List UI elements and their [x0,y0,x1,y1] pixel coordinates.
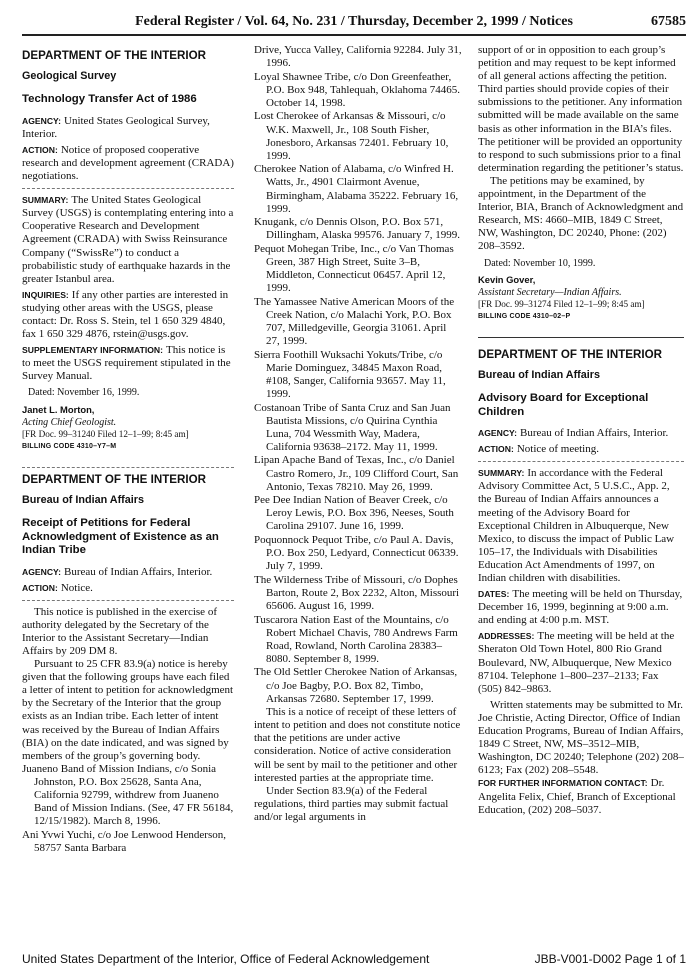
field-label: SUPPLEMENTARY INFORMATION: [22,345,163,356]
column-3 [478,44,684,924]
petitioner-entry: Pee Dee Indian Nation of Beaver Creek, c/o Leroy Lewis, P.O. Box 396, Neeses, South Carolina 29107. June 16, 1999. [254,494,454,533]
page-number: 67585 [651,14,686,29]
field-label: AGENCY: [22,566,61,577]
dates-field [478,588,684,627]
field-text: Notice. [60,581,93,594]
notice-subject: Advisory Board for Exceptional Children [478,392,649,418]
department-heading: DEPARTMENT OF THE INTERIOR [22,49,206,62]
agency-heading: Bureau of Indian Affairs [478,368,600,381]
petitioner-entry: The Old Settler Cherokee Nation of Arkansas, c/o Joe Bagby, P.O. Box 82, Timbo, Arkansas 72680. September 17, 1999. [254,666,458,705]
dated-line: Dated: November 16, 1999. [28,387,140,399]
billing-code: BILLING CODE 4310–02–P [478,312,571,320]
billing-code: BILLING CODE 4310–Y7–M [22,442,117,450]
field-label: AGENCY: [478,428,517,439]
field-label: AGENCY: [22,115,61,126]
action-field [22,144,234,183]
notice-subject: Receipt of Petitions for Federal Acknowledgment of Existence as an Indian Tribe [22,517,219,557]
divider [22,188,234,189]
running-head [22,12,686,36]
agency-field [22,566,234,579]
field-text: Bureau of Indian Affairs, Interior. [520,427,669,440]
supplementary-field [22,344,234,383]
field-text: United States Geological Survey, Interior. [22,114,210,140]
action-field [478,443,684,456]
divider [22,467,234,468]
footer-page-id: JBB-V001-D002 Page 1 of 1 [534,952,686,966]
footer-source: United States Department of the Interior, Office of Federal Acknowledgement [22,952,430,966]
divider [478,461,684,462]
field-label: SUMMARY: [478,468,525,479]
petitioner-entry: Ani Yvwi Yuchi, c/o Joe Lenwood Henderson, 58757 Santa Barbara [22,828,226,854]
field-text: In accordance with the Federal Advisory Committee Act, 5 U.S.C., App. 2, the Bureau of Indian Affairs announces a meeting of the Advisory Board for Exceptional Children in Albuquerque, New Mexico, to discuss the impact of Public Law 105–17, the Individuals with Disabilities Education Act Amendments of 1997, on Indian children with disabilities. [478,467,675,584]
field-label: INQUIRIES: [22,289,69,300]
signer-name: Kevin Gover, [478,273,536,285]
inquiries-field [22,289,234,341]
body-paragraph: This notice is published in the exercise of authority delegated by the Secretary of the Interior to the Assistant Secretary—Indian Affairs by 209 DM 8. [22,605,217,657]
petitioner-entry: Knugank, c/o Dennis Olson, P.O. Box 571, Dillingham, Alaska 99576. January 7, 1999. [254,216,461,242]
action-field [22,582,234,595]
signer-title: Acting Chief Geologist. [22,416,117,428]
agency-field [478,427,684,440]
field-text: The meeting will be held on Thursday, December 16, 1999, beginning at 9:00 a.m. and ending at 4:00 p.m. MST. [478,588,683,627]
department-heading: DEPARTMENT OF THE INTERIOR [478,347,662,361]
agency-heading: Geological Survey [22,70,117,83]
contact-field [478,777,684,816]
petitioner-entry: Cherokee Nation of Alabama, c/o Winfred H. Watts, Jr., 4901 Clairmont Avenue, Birmingham, Alabama 35222. February 16, 1999. [254,163,459,215]
petitioner-entry: Lipan Apache Band of Texas, Inc., c/o Daniel Castro Romero, Jr., 109 Clifford Court, San Antonio, Texas 78210. May 26, 1999. [254,454,459,493]
field-text: Bureau of Indian Affairs, Interior. [64,565,213,578]
field-label: ACTION: [22,144,58,155]
petitioner-entry: Costanoan Tribe of Santa Cruz and San Juan Bautista Missions, c/o Quirina Cynthia Luna, 704 Wessmith Way, Madera, California 93638–2172. May 11, 1999. [254,401,451,453]
body-paragraph: Pursuant to 25 CFR 83.9(a) notice is hereby given that the following groups have each filed a letter of intent to petition for acknowledgment by the Secretary of the Interior that the group exists as an Indian tribe. Each letter of intent was received by the Bureau of Indian Affairs (BIA) on the date indicated, and was signed by members of the group’s governing body. [22,658,234,762]
petitioner-entry: Lost Cherokee of Arkansas & Missouri, c/o W.K. Maxwell, Jr., 108 South Fisher, Jonesboro, Arkansas 72401. February 10, 1999. [254,110,449,162]
agency-heading: Bureau of Indian Affairs [22,493,144,506]
department-heading: DEPARTMENT OF THE INTERIOR [22,472,206,486]
body-paragraph: support of or in opposition to each group’s petition and may request to be kept informed of all general actions affecting the petition. Third parties should provide copies of their submissions to the petitioner. Any information submitted will be made available on the same basis as other information in the BIA’s files. The petitioner will be provided an opportunity to respond to such submissions prior to a final determination regarding the petitioner’s status. [478,44,684,174]
petitioner-entry: Poquonnock Pequot Tribe, c/o Paul A. Davis, P.O. Box 250, Ledyard, Connecticut 06339. July 7, 1999. [254,533,459,573]
field-text: Dr. Angelita Felix, Chief, Branch of Exceptional Education, (202) 208–5037. [478,777,676,816]
running-head-title: Federal Register / Vol. 64, No. 231 / Thursday, December 2, 1999 / Notices [135,14,573,29]
field-text: The United States Geological Survey (USGS) is contemplating entering into a Cooperative Research and Development Agreement (CRADA) with Swiss Reinsurance Company (“SwissRe”) to conduct a probabilistic study of earthquake hazards in the greater Istanbul area. [22,194,234,285]
page-footer [22,950,686,970]
petitioner-entry: Tuscarora Nation East of the Mountains, c/o Robert Michael Chavis, 780 Andrews Farm Road, Rowland, North Carolina 28383–8080. September 8, 1999. [254,613,458,665]
field-label: ACTION: [22,582,58,593]
section-separator [478,337,684,338]
petitioner-entry: Sierra Foothill Wuksachi Yokuts/Tribe, c/o Marie Dominguez, 34845 Maxon Road, #108, Sanger, California 93657. May 11, 1999. [254,348,446,400]
petitioner-entry: Loyal Shawnee Tribe, c/o Don Greenfeather, P.O. Box 948, Tahlequah, Oklahoma 74465. October 14, 1998. [254,70,460,109]
notice-subject: Technology Transfer Act of 1986 [22,93,197,106]
column-1 [22,44,234,924]
petitioner-entry: The Yamassee Native American Moors of the Creek Nation, c/o Malachi York, P.O. Box 707, Milledgeville, Georgia 31061. April 27, 1999. [254,295,455,348]
field-text: Notice of proposed cooperative research and development agreement (CRADA) negotiations. [22,143,234,183]
column-2 [254,44,462,924]
summary-field [478,467,684,585]
field-text: This notice is to meet the USGS requirement stipulated in the Survey Manual. [22,344,231,383]
summary-field [22,194,234,286]
body-paragraph: The petitions may be examined, by appointment, in the Department of the Interior, BIA, Branch of Acknowledgment and Research, MS: 4660–MIB, 1849 C Street, NW, Washington, DC 20240, Phone: (202) 208–3592. [478,174,684,253]
field-label: SUMMARY: [22,195,69,206]
field-label: DATES: [478,589,510,600]
divider [22,600,234,601]
signer-title: Assistant Secretary—Indian Affairs. [478,286,622,298]
fr-doc-line: [FR Doc. 99–31274 Filed 12–1–99; 8:45 am] [478,298,645,309]
field-text: If any other parties are interested in studying other areas with the USGS, please contact: Dr. Ross S. Stein, tel 1 650 329 4840, fax 1 650 329 4876, rstein@usgs.gov. [22,288,229,341]
agency-field [22,115,234,141]
body-paragraph: This is a notice of receipt of these letters of intent to petition and does not constitute notice that the petitions are under active consideration. Notice of active consideration will be sent by mail to the petitioner and other interested parties at the appropriate time. [254,706,461,784]
petitioner-entry: Drive, Yucca Valley, California 92284. July 31, 1996. [254,44,462,70]
dated-line: Dated: November 10, 1999. [484,257,596,269]
fr-doc-line: [FR Doc. 99–31240 Filed 12–1–99; 8:45 am] [22,428,189,439]
petitioner-entry: The Wilderness Tribe of Missouri, c/o Dophes Barton, Route 2, Box 2232, Alton, Missouri 65606. August 16, 1999. [254,573,460,612]
petitioner-entry: Pequot Mohegan Tribe, Inc., c/o Van Thomas Green, 387 High Street, Suite 3–B, Middleton, Connecticut 06457. April 12, 1999. [254,242,454,295]
field-label: FOR FURTHER INFORMATION CONTACT: [478,778,648,789]
body-paragraph: Under Section 83.9(a) of the Federal regulations, third parties may submit factual and/or legal arguments in [254,784,449,823]
signer-name: Janet L. Morton, [22,403,95,415]
field-label: ADDRESSES: [478,631,535,642]
petitioner-entry: Juaneno Band of Mission Indians, c/o Sonia Johnston, P.O. Box 25628, Santa Ana, California 92799, withdrew from Juaneno Band of Mission Indians. (See, 47 FR 56184, 12/15/1982). March 8, 1996. [22,762,234,828]
field-text: The meeting will be held at the Sheraton Old Town Hotel, 800 Rio Grand Boulevard, NW, Albuquerque, New Mexico 87104. Telephone 1–800–237–2133; Fax (505) 842–9863. [478,630,675,695]
body-paragraph: Written statements may be submitted to Mr. Joe Christie, Acting Director, Office of Indian Education Programs, Bureau of Indian Affairs, 1849 C Street, NW, MS–3512–MIB, Washington, DC 20240; Telephone (202) 208–6123; Fax (202) 208–5548. [478,698,684,777]
addresses-field [478,630,684,695]
field-label: ACTION: [478,444,514,455]
field-text: Notice of meeting. [516,443,599,456]
